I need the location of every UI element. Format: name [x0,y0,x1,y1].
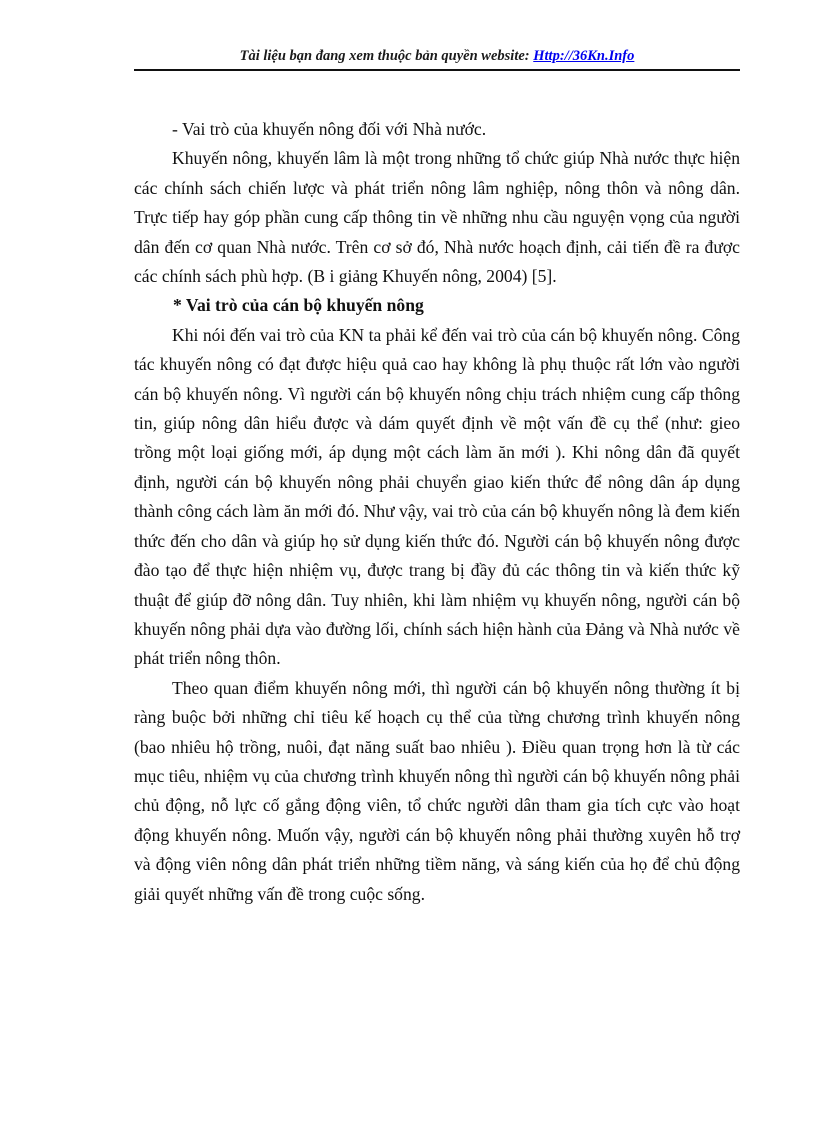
paragraph-new-perspective: Theo quan điểm khuyến nông mới, thì người cán bộ khuyến nông thường ít bị ràng buộc bởi những chỉ tiêu kế hoạch cụ thể của từng chương trình khuyến nông (bao nhiêu hộ trồng, nuôi, đạt năng suất bao nhiêu ). Điều quan trọng hơn là từ các mục tiêu, nhiệm vụ của chương trình khuyến nông thì người cán bộ khuyến nông phải chủ động, nỗ lực cố gắng động viên, tổ chức người dân tham gia tích cực vào hoạt động khuyến nông. Muốn vậy, người cán bộ khuyến nông phải thường xuyên hỗ trợ và động viên nông dân phát triển những tiềm năng, và sáng kiến của họ để chủ động giải quyết những vấn đề trong cuộc sống. [134,677,740,904]
paragraph-extension-officer-role: Khi nói đến vai trò của KN ta phải kể đến vai trò của cán bộ khuyến nông. Công tác khuyến nông có đạt được hiệu quả cao hay không là phụ thuộc rất lớn vào người cán bộ khuyến nông. Vì người cán bộ khuyến nông chịu trách nhiệm cung cấp thông tin, giúp nông dân hiểu được và dám quyết định về một vấn đề cụ thể (như: gieo trồng một loại giống mới, áp dụng một cách làm ăn mới ). Khi nông dân đã quyết định, người cán bộ khuyến nông phải chuyển giao kiến thức để nông dân áp dụng thành công cách làm ăn mới đó. Như vậy, vai trò của cán bộ khuyến nông là đem kiến thức đến cho dân và giúp họ sử dụng kiến thức đó. Người cán bộ khuyến nông được đào tạo để thực hiện nhiệm vụ, được trang bị đầy đủ các thông tin và kiến thức kỹ thuật để giúp đỡ nông dân. Tuy nhiên, khi làm nhiệm vụ khuyến nông, người cán bộ khuyến nông phải dựa vào đường lối, chính sách hiện hành của Đảng và Nhà nước về phát triển nông thôn. [134,324,740,669]
header-text: Tài liệu bạn đang xem thuộc bản quyền website: [239,48,534,64]
paragraph-role-state: - Vai trò của khuyến nông đối với Nhà nước. [172,119,487,139]
paragraph-extension-policy: Khuyến nông, khuyến lâm là một trong những tổ chức giúp Nhà nước thực hiện các chính sách chiến lược và phát triển nông lâm nghiệp, nông thôn và nông dân. Trực tiếp hay góp phần cung cấp thông tin về những nhu cầu nguyện vọng của người dân đến cơ quan Nhà nước. Trên cơ sở đó, Nhà nước hoạch định, cải tiến đề ra được các chính sách phù hợp. (B i giảng Khuyến nông, 2004) [5]. [134,148,740,287]
document-body [134,115,740,909]
page-header [134,46,740,66]
header-divider [134,69,740,71]
section-heading: * Vai trò của cán bộ khuyến nông [173,295,424,316]
website-link[interactable]: Http://36Kn.Info [533,48,635,64]
